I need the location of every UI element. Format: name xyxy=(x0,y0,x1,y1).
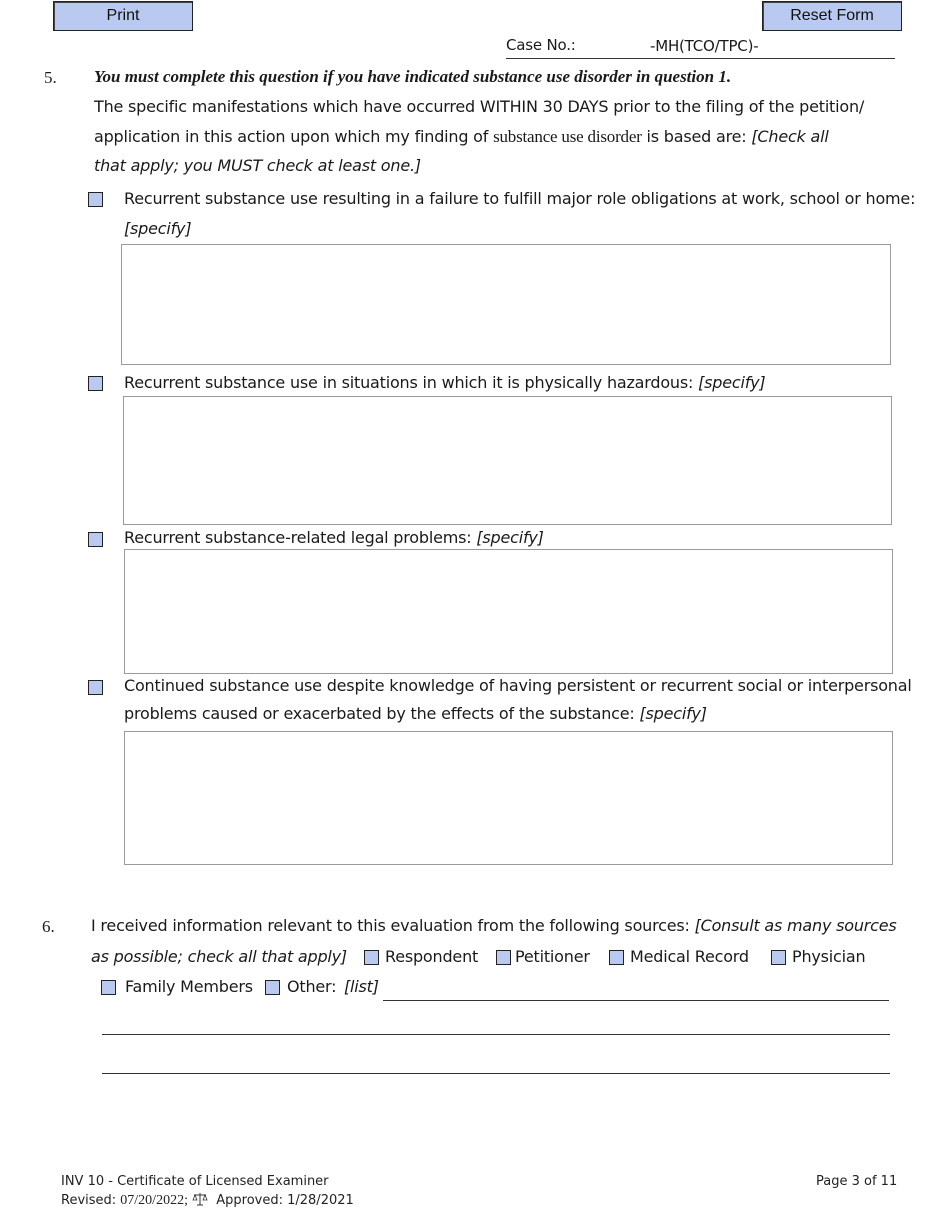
question-5-title: You must complete this question if you have indicated substance use disorder in question 1. xyxy=(94,67,732,86)
checkbox-social-problems[interactable] xyxy=(88,680,103,695)
source-other-label: Other: xyxy=(287,977,337,996)
checkbox-medical-record[interactable] xyxy=(609,950,624,965)
checkbox-physician[interactable] xyxy=(771,950,786,965)
role-obligations-textarea[interactable] xyxy=(121,244,891,365)
item-social-label-line2 xyxy=(124,704,707,723)
social-problems-textarea[interactable] xyxy=(124,731,893,865)
question-6-number: 6. xyxy=(42,917,55,936)
item-hazardous-specify: [specify] xyxy=(698,373,766,392)
footer-revised-date: 07/20/2022; xyxy=(120,1193,188,1208)
question-6-prompt: I received information relevant to this evaluation from the following sources: xyxy=(91,916,695,935)
other-sources-input-2[interactable] xyxy=(102,1014,890,1035)
checkbox-respondent[interactable] xyxy=(364,950,379,965)
item-role-obligations-specify: [specify] xyxy=(124,219,192,238)
checkbox-family-members[interactable] xyxy=(101,980,116,995)
other-sources-input-1[interactable] xyxy=(383,980,889,1001)
source-physician-label: Physician xyxy=(792,947,866,966)
item-social-label-line1: Continued substance use despite knowledge of having persistent or recurrent social or interpersonal xyxy=(124,676,912,695)
checkbox-other[interactable] xyxy=(265,980,280,995)
checkbox-petitioner[interactable] xyxy=(496,950,511,965)
question-5-number: 5. xyxy=(44,68,57,87)
checkbox-role-obligations[interactable] xyxy=(88,192,103,207)
case-number-suffix: -MH(TCO/TPC)- xyxy=(650,37,759,55)
intro-text-a: application in this action upon which my finding of xyxy=(94,127,494,146)
footer-approved: Approved: 1/28/2021 xyxy=(216,1193,354,1208)
item-legal-label xyxy=(124,528,544,547)
case-number-label: Case No.: xyxy=(506,36,576,54)
source-petitioner-label: Petitioner xyxy=(515,947,590,966)
intro-instruction: [Check all xyxy=(751,127,829,146)
question-6-instruction-b: as possible; check all that apply] xyxy=(91,947,347,966)
hazardous-textarea[interactable] xyxy=(123,396,892,525)
item-hazardous-text: Recurrent substance use in situations in which it is physically hazardous: xyxy=(124,373,699,392)
item-social-text-2: problems caused or exacerbated by the effects of the substance: xyxy=(124,704,640,723)
intro-text-disorder: substance use disorder xyxy=(493,127,642,146)
item-hazardous-label xyxy=(124,373,765,392)
legal-problems-textarea[interactable] xyxy=(124,549,893,674)
item-legal-text: Recurrent substance-related legal problems: xyxy=(124,528,477,547)
source-medical-record-label: Medical Record xyxy=(630,947,749,966)
checkbox-legal-problems[interactable] xyxy=(88,532,103,547)
item-social-specify: [specify] xyxy=(639,704,707,723)
other-sources-input-3[interactable] xyxy=(102,1053,890,1074)
reset-form-button[interactable]: Reset Form xyxy=(762,1,902,31)
footer-form-name: INV 10 - Certificate of Licensed Examiner xyxy=(61,1174,329,1189)
question-6-text xyxy=(91,916,897,935)
item-legal-specify: [specify] xyxy=(476,528,544,547)
source-list-label: [list] xyxy=(344,977,379,996)
footer-page-number: Page 3 of 11 xyxy=(816,1174,898,1189)
question-5-intro-line3: that apply; you MUST check at least one.] xyxy=(94,156,421,175)
item-role-obligations-label: Recurrent substance use resulting in a failure to fulfill major role obligations at work, school or home: xyxy=(124,189,916,208)
print-button[interactable]: Print xyxy=(53,1,193,31)
scales-of-justice-icon xyxy=(192,1192,208,1206)
question-5-intro-line2 xyxy=(94,127,829,147)
source-family-members-label: Family Members xyxy=(125,977,253,996)
checkbox-physically-hazardous[interactable] xyxy=(88,376,103,391)
intro-text-c: is based are: xyxy=(641,127,752,146)
question-6-instruction-a: [Consult as many sources xyxy=(694,916,897,935)
footer-revision xyxy=(61,1192,354,1209)
source-respondent-label: Respondent xyxy=(385,947,479,966)
case-number-underline xyxy=(506,58,895,59)
footer-revised-label: Revised: xyxy=(61,1193,121,1208)
question-5-intro-line1: The specific manifestations which have occurred WITHIN 30 DAYS prior to the filing of the petition/ xyxy=(94,97,865,116)
